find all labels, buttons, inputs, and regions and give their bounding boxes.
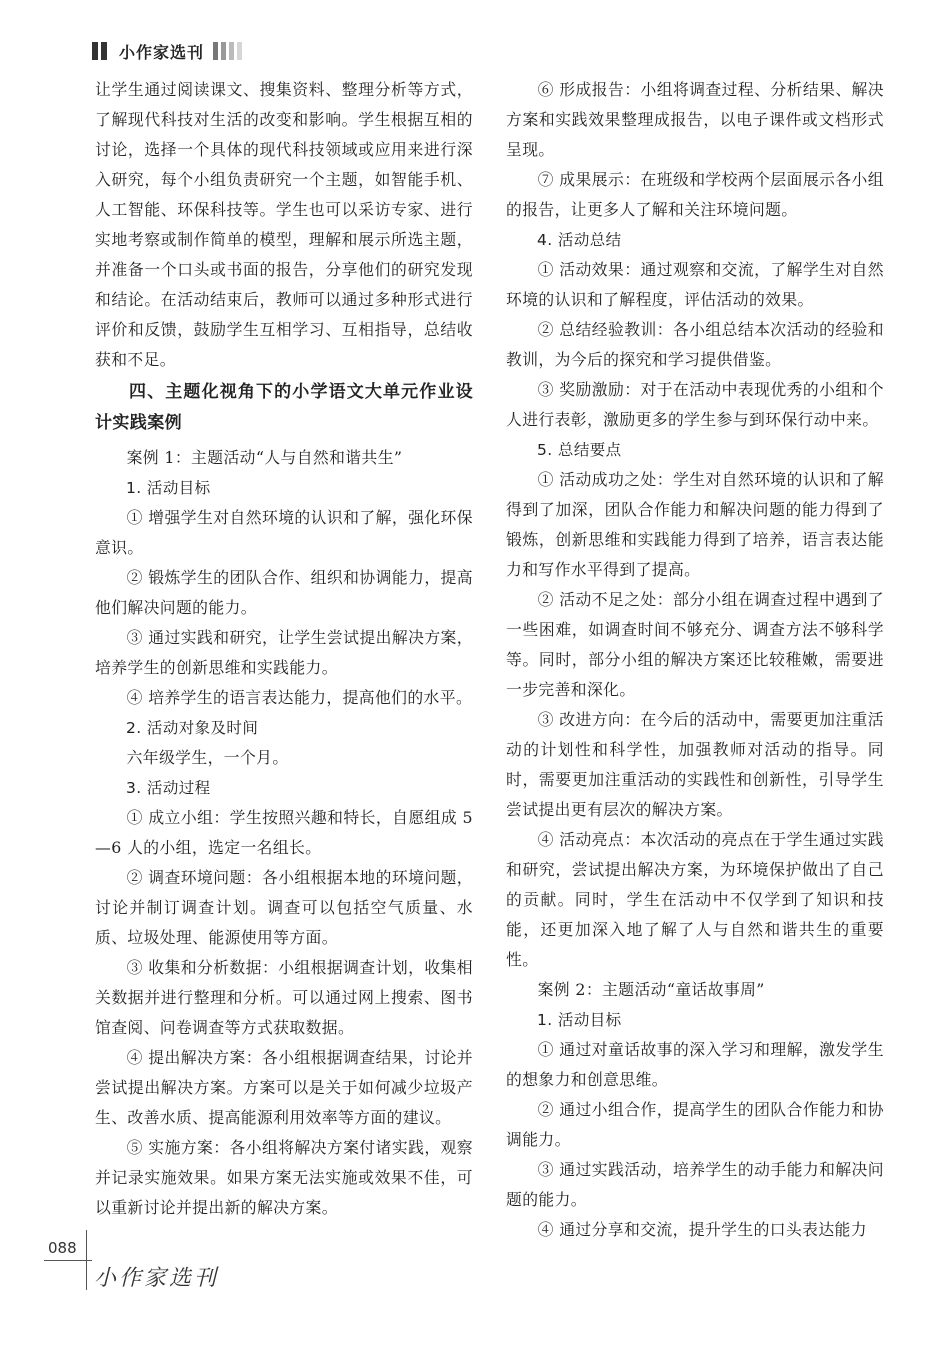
body-paragraph: ② 通过小组合作，提高学生的团队合作能力和协调能力。 — [506, 1100, 884, 1149]
journal-title: 小作家选刊 — [119, 42, 205, 62]
page-number: 088 — [48, 1239, 77, 1257]
journal-logo: 小作家选刊 — [94, 1266, 220, 1291]
body-paragraph: ⑥ 形成报告：小组将调查过程、分析结果、解决方案和实践效果整理成报告，以电子课件或文档形式呈现。 — [506, 80, 884, 159]
body-paragraph: ④ 提出解决方案：各小组根据调查结果，讨论并尝试提出解决方案。方案可以是关于如何减少垃圾产生、改善水质、提高能源利用效率等方面的建议。 — [95, 1048, 473, 1127]
body-paragraph: ④ 培养学生的语言表达能力，提高他们的水平。 — [126, 688, 473, 707]
left-column — [95, 75, 473, 1223]
body-paragraph: ③ 通过实践和研究，让学生尝试提出解决方案，培养学生的创新思维和实践能力。 — [95, 628, 473, 677]
body-paragraph: ③ 通过实践活动，培养学生的动手能力和解决问题的能力。 — [506, 1160, 884, 1209]
header-stripe — [213, 42, 218, 60]
body-paragraph: ② 活动不足之处：部分小组在调查过程中遇到了一些困难，如调查时间不够充分、调查方法不够科学等。同时，部分小组的解决方案还比较稚嫩，需要进一步完善和深化。 — [506, 590, 884, 699]
body-paragraph: 让学生通过阅读课文、搜集资料、整理分析等方式，了解现代科技对生活的改变和影响。学生根据互相的讨论，选择一个具体的现代科技领域或应用来进行深入研究，每个小组负责研究一个主题，如智能手机、人工智能、环保科技等。学生也可以采访专家、进行实地考察或制作简单的模型，理解和展示所选主题，并准备一个口头或书面的报告，分享他们的研究发现和结论。在活动结束后，教师可以通过多种形式进行评价和反馈，鼓励学生互相学习、互相指导，总结收获和不足。 — [95, 80, 473, 369]
subsection-heading: 4. 活动总结 — [537, 231, 622, 249]
body-paragraph: ⑤ 实施方案：各小组将解决方案付诸实践，观察并记录实施效果。如果方案无法实施或效果不佳，可以重新讨论并提出新的解决方案。 — [95, 1138, 473, 1217]
body-paragraph: ③ 改进方向：在今后的活动中，需要更加注重活动的计划性和科学性，加强教师对活动的指导。同时，需要更加注重活动的实践性和创新性，引导学生尝试提出更有层次的解决方案。 — [506, 710, 884, 819]
header-stripe — [229, 42, 234, 60]
section-heading: 四、主题化视角下的小学语文大单元作业设计实践案例 — [95, 382, 473, 433]
body-paragraph: 案例 2：主题活动“童话故事周” — [537, 980, 765, 999]
body-paragraph: ④ 活动亮点：本次活动的亮点在于学生通过实践和研究，尝试提出解决方案，为环境保护做出了自己的贡献。同时，学生在活动中不仅学到了知识和技能，还更加深入地了解了人与自然和谐共生的重要性。 — [506, 830, 884, 969]
subsection-heading: 1. 活动目标 — [537, 1011, 622, 1029]
subsection-heading: 3. 活动过程 — [126, 779, 211, 797]
body-paragraph: ① 通过对童话故事的深入学习和理解，激发学生的想象力和创意思维。 — [506, 1040, 884, 1089]
body-paragraph: ① 成立小组：学生按照兴趣和特长，自愿组成 5—6 人的小组，选定一名组长。 — [95, 808, 473, 857]
body-paragraph: 案例 1：主题活动“人与自然和谐共生” — [126, 448, 403, 467]
body-paragraph: ③ 奖励激励：对于在活动中表现优秀的小组和个人进行表彰，激励更多的学生参与到环保行动中来。 — [506, 380, 884, 429]
header-stripes — [213, 42, 242, 60]
header-bar-mark — [101, 42, 107, 60]
footer-rule — [44, 1260, 92, 1261]
header-bar-mark — [92, 42, 98, 60]
header-stripe — [221, 42, 226, 60]
body-paragraph: ② 调查环境问题：各小组根据本地的环境问题，讨论并制订调查计划。调查可以包括空气质量、水质、垃圾处理、能源使用等方面。 — [95, 868, 473, 947]
body-paragraph: ③ 收集和分析数据：小组根据调查计划，收集相关数据并进行整理和分析。可以通过网上搜索、图书馆查阅、问卷调查等方式获取数据。 — [95, 958, 473, 1037]
body-paragraph: 六年级学生，一个月。 — [126, 748, 289, 767]
right-column — [506, 75, 884, 1245]
header-stripe — [237, 42, 242, 60]
body-paragraph: ① 增强学生对自然环境的认识和了解，强化环保意识。 — [95, 508, 473, 557]
body-paragraph: ① 活动成功之处：学生对自然环境的认识和了解得到了加深，团队合作能力和解决问题的能力得到了锻炼，创新思维和实践能力得到了培养，语言表达能力和写作水平得到了提高。 — [506, 470, 884, 579]
body-paragraph: ② 锻炼学生的团队合作、组织和协调能力，提高他们解决问题的能力。 — [95, 568, 473, 617]
subsection-heading: 2. 活动对象及时间 — [126, 719, 259, 737]
body-paragraph: ② 总结经验教训：各小组总结本次活动的经验和教训，为今后的探究和学习提供借鉴。 — [506, 320, 884, 369]
body-paragraph: ⑦ 成果展示：在班级和学校两个层面展示各小组的报告，让更多人了解和关注环境问题。 — [506, 170, 884, 219]
subsection-heading: 1. 活动目标 — [126, 479, 211, 497]
body-paragraph: ① 活动效果：通过观察和交流，了解学生对自然环境的认识和了解程度，评估活动的效果。 — [506, 260, 884, 309]
running-header — [92, 38, 242, 64]
subsection-heading: 5. 总结要点 — [537, 441, 622, 459]
footer-rule — [86, 1230, 87, 1290]
body-paragraph: ④ 通过分享和交流，提升学生的口头表达能力 — [537, 1220, 867, 1239]
